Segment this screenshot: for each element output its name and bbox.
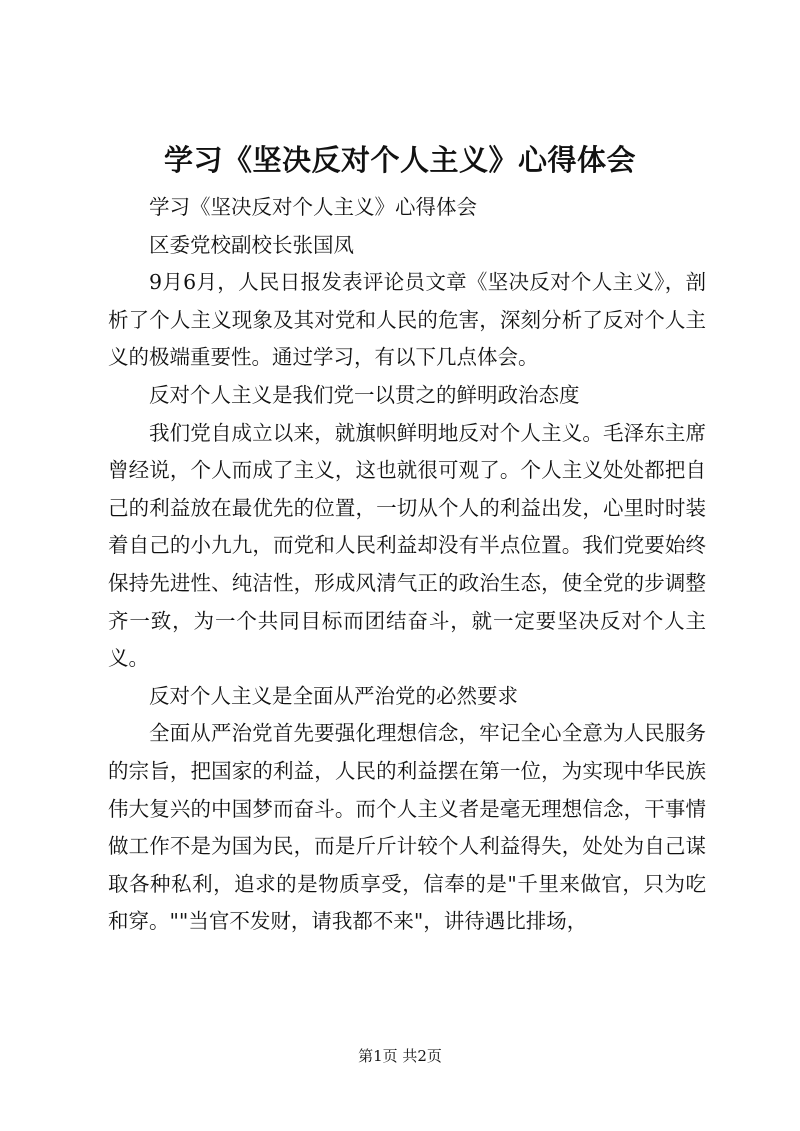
paragraph-section-2: 全面从严治党首先要强化理想信念，牢记全心全意为人民服务的宗旨，把国家的利益，人民的利益摆在第一位，为实现中华民族伟大复兴的中国梦而奋斗。而个人主义者是毫无理想信念，干事情做工作不是为国为民，而是斤斤计较个人利益得失，处处为自己谋取各种私利，追求的是物质享受，信奉的是"千里来做官，只为吃和穿。""当官不发财，请我都不来"，讲待遇比排场， — [108, 721, 706, 934]
paragraph-intro: 9月6月，人民日报发表评论员文章《坚决反对个人主义》，剖析了个人主义现象及其对党和人民的危害，深刻分析了反对个人主义的极端重要性。通过学习，有以下几点体会。 — [108, 270, 706, 370]
paragraph-author: 区委党校副校长张国凤 — [149, 232, 354, 257]
section-heading-1: 反对个人主义是我们党一以贯之的鲜明政治态度 — [149, 382, 580, 407]
paragraph-subtitle: 学习《坚决反对个人主义》心得体会 — [149, 195, 477, 219]
document-body — [108, 189, 706, 941]
section-heading-2: 反对个人主义是全面从严治党的必然要求 — [149, 683, 518, 708]
paragraph-section-1: 我们党自成立以来，就旗帜鲜明地反对个人主义。毛泽东主席曾经说，个人而成了主义，这也就很可观了。个人主义处处都把自己的利益放在最优先的位置，一切从个人的利益出发，心里时时装着自己的小九九，而党和人民利益却没有半点位置。我们党要始终保持先进性、纯洁性，形成风清气正的政治生态，使全党的步调整齐一致，为一个共同目标而团结奋斗，就一定要坚决反对个人主义。 — [108, 420, 706, 671]
page-footer: 第1页 共2页 — [358, 1047, 442, 1065]
document-title: 学习《坚决反对个人主义》心得体会 — [163, 143, 636, 177]
